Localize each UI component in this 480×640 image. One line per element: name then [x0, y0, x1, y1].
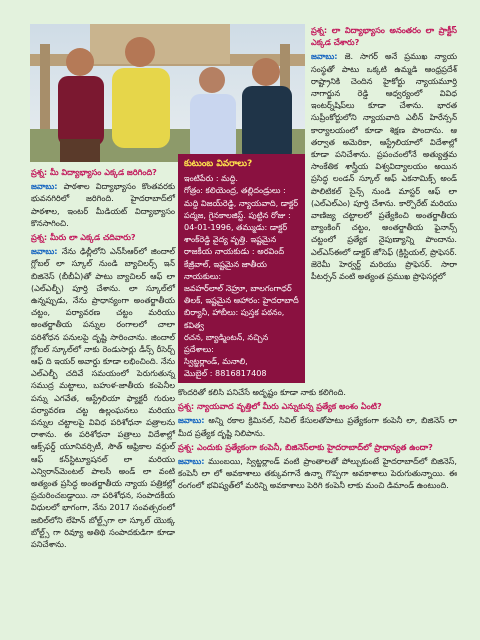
answer-label: జవాబు: — [31, 246, 58, 257]
family-line: మద్ది విజయ్‌రెడ్డి, న్యాయవాది, డాక్టర్ — [184, 197, 299, 208]
answer-text: పాఠశాల విద్యాభ్యాసం కొంతవరకు భువనగిరిలో జరిగింది. హైదరాబాద్‌లో పాఠశాల, ఇంటర్ మీడియట్ విద్యాభ్యాసం కొనసాగించి. — [31, 181, 175, 228]
family-line: మొబైల్ : 8816817408 — [184, 368, 267, 379]
family-line: రచన, బ్యాడ్మింటన్, నచ్చిన ప్రదేశాలు: — [184, 331, 269, 355]
family-details-lines — [184, 172, 299, 379]
family-line: పద్మజ, గైనకాలజిస్ట్. పుట్టిన రోజు : — [184, 209, 291, 220]
answer-label: జవాబు: — [31, 181, 58, 192]
left-a1 — [31, 180, 175, 229]
answer-text: నేను ఢిల్లీలోని ఎన్‌సీఆర్‌లో జిందాల్ గ్లోబల్ లా స్కూల్ నుండి బ్యాచిలర్స్ ఇన్ బిజినెస్ (బీబీఏ)తో పాటు బ్యాచిలర్ ఆఫ్ లా (ఎల్ఎల్బీ) పూర్తి చేశాను. లా స్కూల్‌లో ఉన్నప్పుడు, నేను ప్రాధాన్యంగా అంతర్జాతీయ చట్టం, పర్యావరణ చట్టం మరియు అంతర్జాతీయ పన్నుల రంగాలలో చాలా పరిశోధన పనులపై దృష్టి సారించాను. జిందాల్ గ్లోబల్ స్కూల్‌లో నాకు రెండుసార్లు డీన్స్ రీసెర్చ్ ఆఫ్ ది ఇయర్ అవార్డు కూడా లభించింది. నేను ఎల్ఎల్బీ చదివే సమయంలో పెరుగుతున్న సముద్ర మట్టాలు, బహుళ-జాతీయ కంపెనీల పన్ను ఎగవేత, ఆస్ట్రేలియా ఫ్యాక్టరీ గురుల పర్యావరణ చట్ట ఉల్లంఘనలు మరియు పన్నుల చట్టాలపై వివిధ పరిశోధనా పత్రాలను రాశాను. ఈ పరిశోధనా పత్రాలు విదేశాల్లో ఆక్స్‌ఫర్డ్ యూనివర్సిటీ, సౌత్ ఆఫ్రికాల వర్గుల్ ఆఫ్ కన్‌స్టిట్యూషనల్ లా మరియు ఎన్విరాన్‌మెంటల్ పాలసీ అండ్ లా వంటి అత్యంత ప్రసిద్ధ అంతర్జాతీయ న్యాయ పత్రికల్లో ప్రచురించబడ్డాయి. నా పరిశోధన, సంపాదకీయ విధులలో భాగంగా, నేను 2017 సంవత్సరంలో జబిల్‌లోని లేహిన్ బోల్ట్స్‌గా లా స్కూల్ యొక్క బోల్ట్స్ గా రివ్యూ అతిథి సంపాదకుడిగా కూడా పనిచేశాను. — [31, 246, 176, 550]
answer-text: జె. సాగర్ అనే ప్రముఖ న్యాయ సంస్థతో పాటు ఒక్కటి ఉమ్మడి ఆంధ్రప్రదేశ్ రాష్ట్రానికి చెందిన హైకోర్టు న్యాయమూర్తి నాగార్జున రెడ్డి ఆధ్వర్యంలో వివిధ ఇంటర్న్‌షిప్‌లు కూడా చేశాను. భారత సుప్రీంకోర్టులోని న్యాయవాది ఎలీన్ హిరేన్సన్ కార్యాలయంలో కూడా శిక్షణ పొందాను. ఆ తర్వాత అమెరికా, ఆస్ట్రేలియాలో విదేశాల్లో కూడా పనిచేశాను. ప్రపంచంలోనే అత్యుత్తమ సాంకేతిక శాస్త్రీయ విశ్వవిద్యాలయం అయిన ప్రసిద్ధ లండన్ స్కూల్ ఆఫ్ ఎకనామిక్స్ అండ్ పొలిటికల్ సైన్స్ నుండి మాస్టర్ ఆఫ్ లా (ఎల్ఎల్ఎం) పూర్తి చేశాను. కార్పొరేట్ మరియు వాణిజ్య చట్టాలలో ప్రత్యేకించి అంతర్జాతీయ బ్యాంకింగ్ చట్టం, అంతర్జాతీయ ఫైనాన్స్ చట్టంలో ప్రత్యేక నైపుణ్యాన్ని పొందాను. ఎల్ఎస్ఈలో డాక్టర్ జోసెఫ్ (క్రిస్టియల్, ప్రొఫెసర్. జెరెమీ హెర్వర్ట్ మరియు ప్రొఫెసర్. సారా పీటర్సన్ వంటి అత్యంత ప్రముఖ ప్రొఫెసర్లలో — [311, 51, 457, 282]
left-q1: ప్రశ్న: మీ విద్యాభ్యాసం ఎక్కడ జరిగింది? — [31, 167, 157, 177]
family-line: శాంక్‌రెడ్డి వైద్య వృత్తి. ఇష్టమైన — [184, 234, 277, 245]
family-photo-illustration — [30, 24, 305, 162]
answer-text: ముంబయి, స్విట్జర్లాండ్ వంటి ప్రాంతాలతో పోల్చుకుంటే హైదరాబాద్‌లో బిజినెస్, కంపెనీ లా లో అవకాశాలు తక్కువగానే ఉన్నా గొప్పగా అవకాశాలు పెరుగుతున్నాయి. ఈ రంగంలో భవిష్యత్‌లో మరిన్ని అవకాశాలు పెరిగి కంపెనీ లాకు మంచి డిమాండ్ ఉంటుంది. — [178, 456, 457, 491]
family-line: గోత్రం: కలియెంద్ర, తల్లిదండ్రులు : — [184, 185, 286, 196]
left-q2: ప్రశ్న: మీరు లా ఎక్కడ చదివారు? — [31, 232, 136, 243]
family-line: బిర్యానీ, హాబీలు: పుస్తక పఠనం, కవిత్వ — [184, 307, 285, 330]
family-line: స్విట్జర్లాండ్, మనాలి, — [184, 356, 248, 367]
bottom-a2 — [178, 455, 457, 492]
family-line: కేజ్రీవాల్, ఇష్టమైన జాతీయ నాయకులు: — [184, 258, 267, 281]
family-line: జవహర్‌లాల్ నెహ్రూ, బాలగంగాధర్ — [184, 283, 292, 294]
bottom-a1 — [178, 414, 457, 438]
answer-label: జవాబు: — [178, 456, 205, 467]
answer-label: జవాబు: — [178, 415, 205, 426]
right-a1 — [311, 50, 457, 282]
page-bottom-fade — [0, 616, 480, 640]
left-column — [31, 166, 175, 552]
right-column — [311, 24, 457, 284]
family-details-box — [178, 154, 305, 383]
bottom-q1: ప్రశ్న: న్యాయవాద వృత్తిలో మీరు ఎన్నుకున్న ప్రత్యేక అంశం ఏంటి? — [178, 401, 382, 412]
left-a2 — [31, 245, 175, 550]
bottom-p1: కొందరితో కలిసి పనిచేసే అదృష్టం కూడా నాకు కలిగింది. — [178, 387, 346, 397]
family-line: ఇంటిపేరు : మద్ది. — [184, 173, 239, 184]
bottom-q2: ప్రశ్న: ఎందుకు ప్రత్యేకంగా కంపెనీ, బిజినెస్‌లాకు హైదరాబాద్‌లో ప్రాధాన్యత ఉందా? — [178, 441, 433, 452]
family-line: 04-01-1996, తమ్ముడు: డాక్టర్ — [184, 222, 288, 233]
answer-label: జవాబు: — [311, 51, 338, 62]
answer-text: అన్ని రకాల క్రిమినల్, సివిల్ కేసులతోపాటు ప్రత్యేకంగా కంపెనీ లా, బిజినెస్ లా మీద ప్రత్యేక దృష్టి నిలిపాను. — [178, 415, 457, 438]
right-q1: ప్రశ్న: లా విద్యాభ్యాసం అనంతరం లా ప్రాక్టీస్ ఎక్కడ చేశారు? — [311, 25, 457, 48]
family-line: తిలక్, ఇష్టమైన ఆహారం: హైదరాబాదీ — [184, 295, 299, 306]
family-photo — [30, 24, 305, 162]
family-details-title: కుటుంబ వివరాలు? — [184, 159, 253, 169]
bottom-column — [178, 386, 457, 494]
family-line: రాజకీయ నాయకుడు : అరవింద్ — [184, 246, 285, 257]
